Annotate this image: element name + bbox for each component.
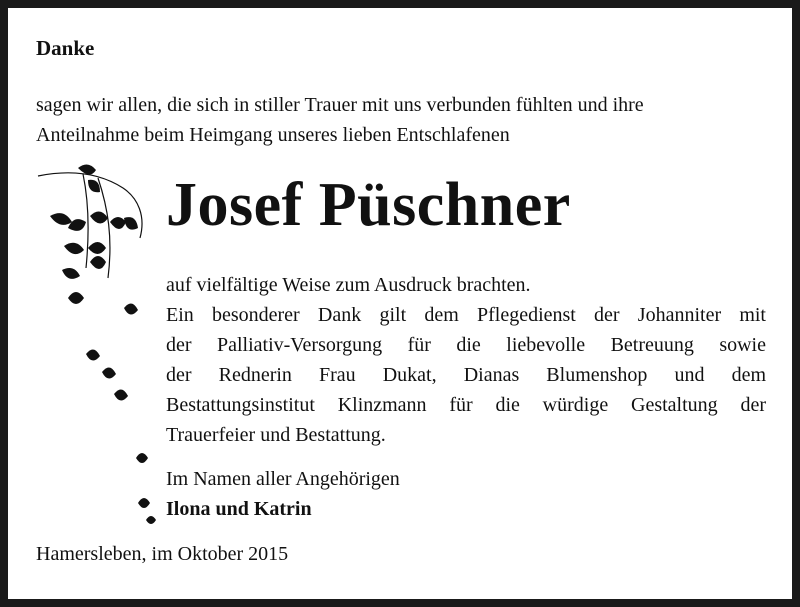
deceased-name: Josef Püschner	[166, 171, 571, 239]
signature-block	[166, 464, 400, 524]
signature-names: Ilona und Katrin	[166, 498, 312, 520]
body-line: Bestattungsinstitut Klinzmann für die würdige Gestaltung der	[166, 394, 766, 416]
body-text	[166, 270, 766, 450]
intro-line: sagen wir allen, die sich in stiller Trauer mit uns verbunden fühlten und ihre	[36, 94, 644, 116]
body-line: auf vielfältige Weise zum Ausdruck brachten.	[166, 274, 531, 296]
birch-leaves-icon	[28, 158, 168, 538]
body-line: der Palliativ-Versorgung für die liebevolle Betreuung sowie	[166, 334, 766, 356]
obituary-card	[8, 8, 792, 599]
notice-title: Danke	[36, 36, 95, 60]
intro-text	[36, 90, 776, 150]
signature-line: Im Namen aller Angehörigen	[166, 468, 400, 490]
place-date: Hamersleben, im Oktober 2015	[36, 543, 289, 565]
body-line: Ein besonderer Dank gilt dem Pflegedienst der Johanniter mit	[166, 304, 766, 326]
body-line: Trauerfeier und Bestattung.	[166, 424, 386, 446]
intro-line: Anteilnahme beim Heimgang unseres lieben Entschlafenen	[36, 124, 510, 146]
body-line: der Rednerin Frau Dukat, Dianas Blumenshop und dem	[166, 364, 766, 386]
